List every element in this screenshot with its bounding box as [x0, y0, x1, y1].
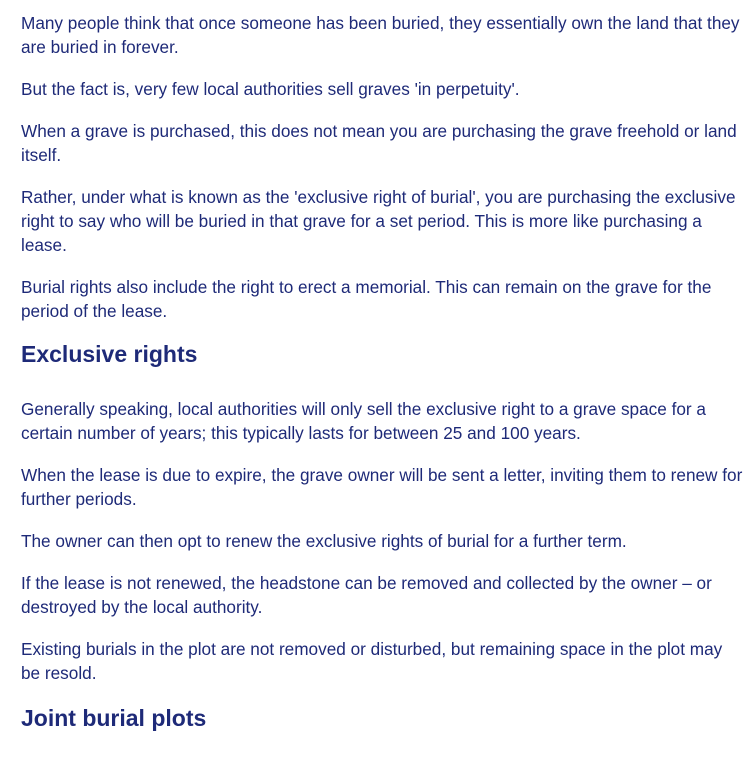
paragraph: When a grave is purchased, this does not mean you are purchasing the grave freehold or land itself.	[21, 121, 737, 165]
paragraph: Rather, under what is known as the 'exclusive right of burial', you are purchasing the exclusive right to say who will be buried in that grave for a set period. This is more like purchasing a lease.	[21, 187, 736, 255]
section-heading-joint-burial-plots: Joint burial plots	[21, 705, 207, 731]
article-body	[21, 11, 745, 761]
paragraph: Burial rights also include the right to erect a memorial. This can remain on the grave for the period of the lease.	[21, 277, 712, 321]
paragraph: Existing burials in the plot are not removed or disturbed, but remaining space in the plot may be resold.	[21, 639, 723, 683]
paragraph: But the fact is, very few local authorities sell graves 'in perpetuity'.	[21, 79, 520, 99]
paragraph: Generally speaking, local authorities will only sell the exclusive right to a grave space for a certain number of years; this typically lasts for between 25 and 100 years.	[21, 399, 706, 443]
paragraph: When the lease is due to expire, the grave owner will be sent a letter, inviting them to renew for further periods.	[21, 465, 743, 509]
paragraph: The owner can then opt to renew the exclusive rights of burial for a further term.	[21, 531, 627, 551]
section-heading-exclusive-rights: Exclusive rights	[21, 341, 198, 367]
paragraph: If the lease is not renewed, the headstone can be removed and collected by the owner – or destroyed by the local authority.	[21, 573, 712, 617]
paragraph: Many people think that once someone has been buried, they essentially own the land that they are buried in forever.	[21, 13, 740, 57]
